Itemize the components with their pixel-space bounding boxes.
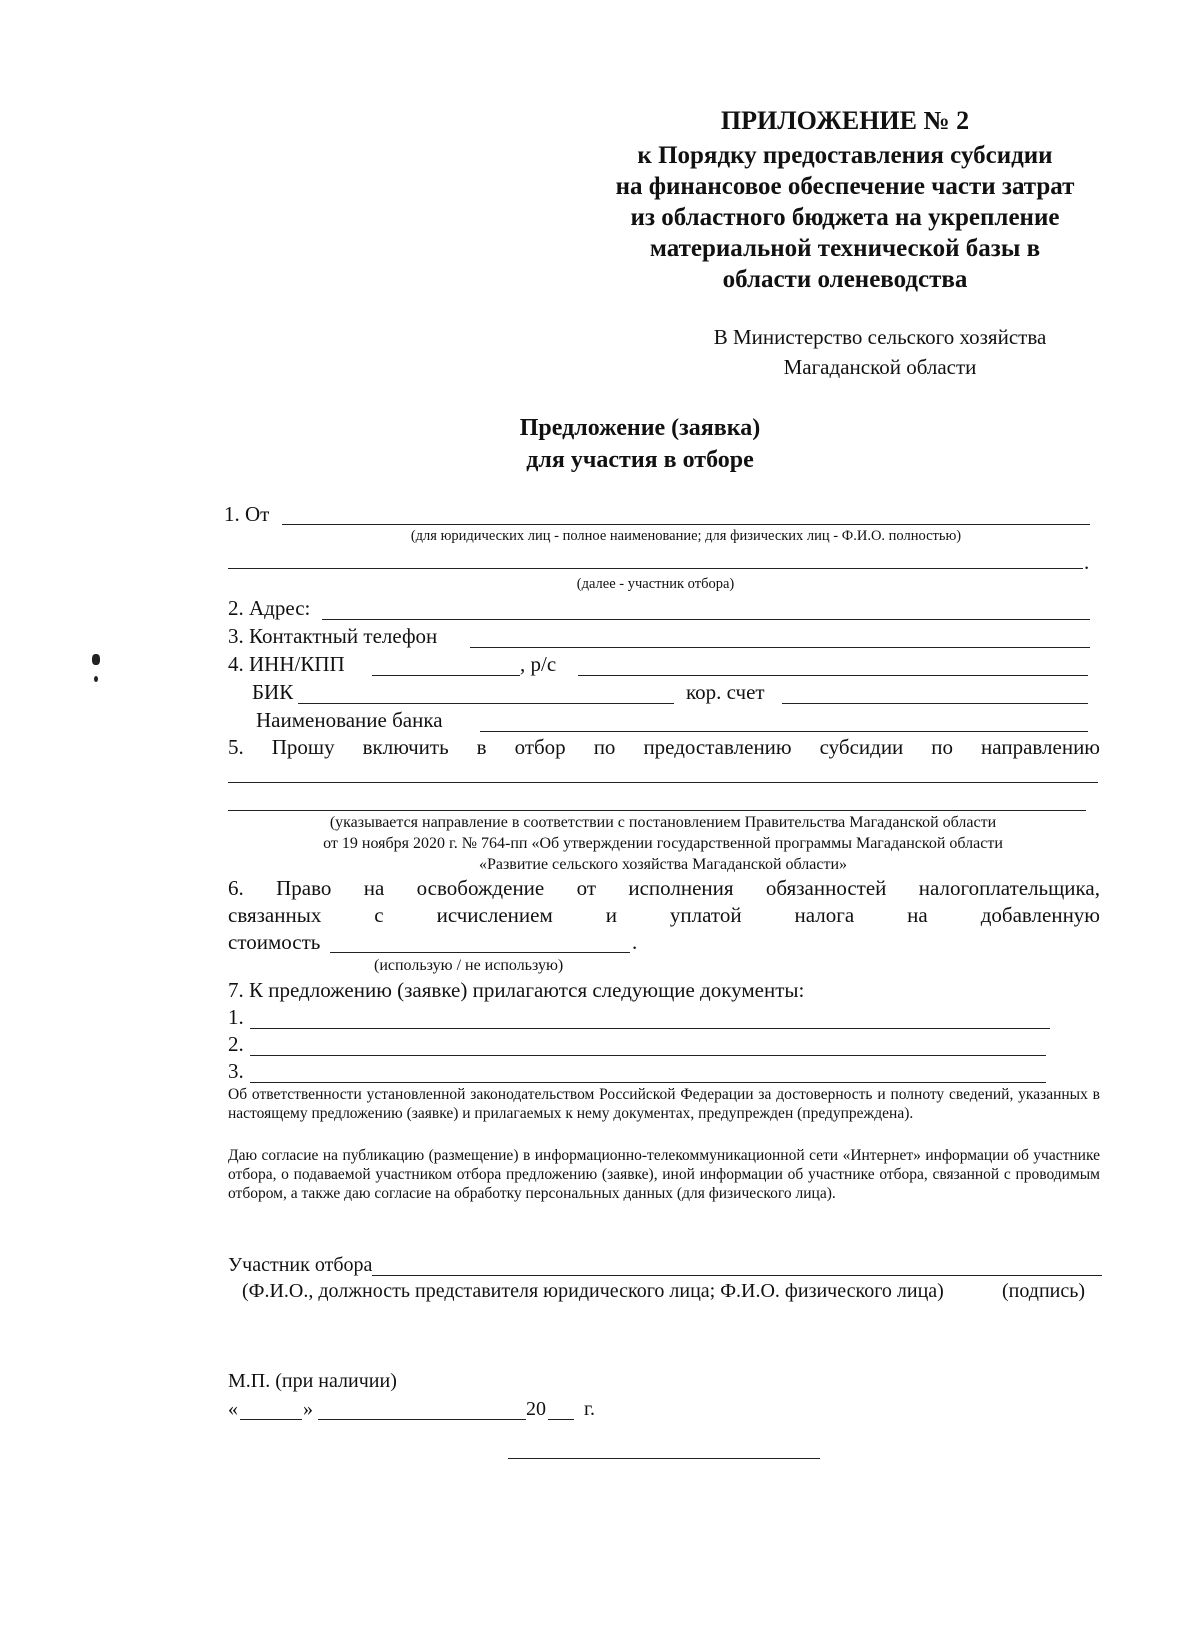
inn-field[interactable] bbox=[372, 675, 520, 676]
bik-label: БИК bbox=[252, 680, 294, 704]
liability-paragraph: Об ответственности установленной законодательством Российской Федерации за достоверность и полноту сведений, указанных в настоящему предложению (заявке) и прилагаемых к нему документах, предупрежден (предупреждена). bbox=[228, 1086, 1100, 1122]
doc-number: 3. bbox=[228, 1059, 244, 1083]
annex-line: материальной технической базы в bbox=[649, 235, 1041, 262]
direction-field[interactable] bbox=[228, 782, 1098, 783]
direction-field-cont[interactable] bbox=[228, 810, 1086, 811]
document-page: ПРИЛОЖЕНИЕ № 2 к Порядку предоставления субсидии на финансовое обеспечение части затрат из областного бюджета на укрепление материальной технической базы в области оленеводства В Министерство сельского хозяйства Магаданской области Предложение (заявка) для участия в отборе 1. От (для юридических лиц - полное наименование; для физических лиц - Ф.И.О. полностью) . (далее - участник отбора) 2. Адрес: 3. Контактный телефон 4. ИНН/КПП , р/с БИК кор. счет Наименование банка 5. Прошу включить в отбор по предоставлению субсидии по направлению (указывается направление в соответствии с постановлением Правительства Магаданской области от 19 ноября 2020 г. № 764-пп «Об утверждении государственной программы Магаданской области «Развитие сельского хозяйства Магаданской области» 6. Право на освобождение от исполнения обязанностей налогоплательщика, связанных с исчислением и уплатой налога на добавленную стоимость . (использую / не использую) 7. К предложению (заявке) прилагаются следующие документы: 1. 2. 3. Об ответственности установленной законодательством Российской Федерации за достоверность и полноту сведений, указанных в настоящему предложению (заявке) и прилагаемых к нему документах, предупрежден (предупреждена). Даю согласие на публикацию (размещение) в информационно-телекоммуникационной сети «Интернет» информации об участнике отбора, о подаваемой участником отбора предложению (заявке), иной информации об участнике отбора, связанной с проводимым отбором, а также даю согласие на обработку персональных данных (для физического лица). Участник отбора (Ф.И.О., должность представителя юридического лица; Ф.И.О. физического лица) (подпись) М.П. (при наличии) « » 20 г. bbox=[0, 0, 1200, 1630]
direction-hint-line: от 19 ноября 2020 г. № 764-пп «Об утверждении государственной программы Магаданской области bbox=[323, 835, 1003, 852]
from-field[interactable] bbox=[282, 524, 1090, 525]
title-line: для участия в отборе bbox=[526, 447, 754, 473]
inn-label: 4. ИНН/КПП bbox=[228, 652, 345, 676]
direction-hint-line: (указывается направление в соответствии с постановлением Правительства Магаданской области bbox=[329, 814, 997, 831]
address-field[interactable] bbox=[322, 619, 1090, 620]
direction-hint-line: «Развитие сельского хозяйства Магаданской области» bbox=[478, 856, 848, 873]
scan-mark bbox=[92, 654, 100, 665]
item6-line1: 6. Право на освобождение от исполнения обязанностей налогоплательщика, bbox=[228, 876, 1100, 900]
addressee bbox=[680, 322, 1080, 382]
signer-hint: (Ф.И.О., должность представителя юридического лица; Ф.И.О. физического лица) bbox=[242, 1280, 944, 1302]
closing-divider bbox=[508, 1458, 820, 1459]
participant-label: Участник отбора bbox=[228, 1254, 373, 1276]
date-close-quote: » bbox=[303, 1398, 313, 1420]
item5-text: 5. Прошу включить в отбор по предоставлению субсидии по направлению bbox=[228, 735, 1100, 759]
consent-paragraph: Даю согласие на публикацию (размещение) в информационно-телекоммуникационной сети «Интернет» информации об участнике отбора, о подаваемой участником отбора предложению (заявке), иной информации об участнике отбора, связанной с проводимым отбором, а также даю согласие на обработку персональных данных (для физического лица). bbox=[228, 1147, 1100, 1202]
corr-account-label: кор. счет bbox=[686, 680, 765, 704]
addressee-line: Магаданской области bbox=[783, 355, 977, 379]
doc-field[interactable] bbox=[250, 1055, 1046, 1056]
participant-hint: (далее - участник отбора) bbox=[576, 576, 735, 592]
document-title bbox=[440, 412, 840, 476]
phone-field[interactable] bbox=[470, 647, 1090, 648]
date-open-quote: « bbox=[228, 1398, 238, 1420]
title-line: Предложение (заявка) bbox=[519, 415, 761, 441]
bank-field[interactable] bbox=[480, 731, 1088, 732]
year-suffix: г. bbox=[584, 1398, 595, 1420]
annex-line: к Порядку предоставления субсидии bbox=[637, 142, 1053, 169]
bank-label: Наименование банка bbox=[256, 708, 443, 732]
day-field[interactable] bbox=[240, 1419, 302, 1420]
addressee-line: В Министерство сельского хозяйства bbox=[713, 325, 1047, 349]
stamp-label: М.П. (при наличии) bbox=[228, 1370, 397, 1392]
annex-line: области оленеводства bbox=[722, 266, 968, 293]
annex-subtitle bbox=[570, 140, 1120, 295]
vat-hint: (использую / не использую) bbox=[374, 957, 564, 974]
bik-field[interactable] bbox=[298, 703, 674, 704]
item6-line3: стоимость bbox=[228, 930, 321, 954]
signature-hint: (подпись) bbox=[1002, 1280, 1086, 1302]
from-label: 1. От bbox=[224, 502, 270, 526]
year-field[interactable] bbox=[548, 1419, 574, 1420]
corr-account-field[interactable] bbox=[782, 703, 1088, 704]
annex-line: из областного бюджета на укрепление bbox=[630, 204, 1060, 231]
doc-number: 1. bbox=[228, 1005, 244, 1029]
direction-hint bbox=[228, 812, 1098, 875]
from-field-cont[interactable] bbox=[228, 568, 1083, 569]
doc-field[interactable] bbox=[250, 1028, 1050, 1029]
doc-number: 2. bbox=[228, 1032, 244, 1056]
account-label: , р/с bbox=[520, 652, 557, 676]
doc-field[interactable] bbox=[250, 1082, 1046, 1083]
scan-mark bbox=[94, 676, 98, 682]
annex-title: ПРИЛОЖЕНИЕ № 2 bbox=[720, 106, 970, 135]
from-hint: (для юридических лиц - полное наименование; для физических лиц - Ф.И.О. полностью) bbox=[410, 528, 962, 544]
item6-line2: связанных с исчислением и уплатой налога на добавленную bbox=[228, 903, 1100, 927]
month-field[interactable] bbox=[318, 1419, 526, 1420]
phone-label: 3. Контактный телефон bbox=[228, 624, 438, 648]
address-label: 2. Адрес: bbox=[228, 596, 311, 620]
signature-field[interactable] bbox=[372, 1275, 1102, 1276]
year-prefix: 20 bbox=[526, 1398, 546, 1420]
item7-text: 7. К предложению (заявке) прилагаются следующие документы: bbox=[228, 978, 805, 1002]
annex-line: на финансовое обеспечение части затрат bbox=[615, 173, 1075, 200]
vat-field[interactable] bbox=[330, 952, 630, 953]
account-field[interactable] bbox=[578, 675, 1088, 676]
